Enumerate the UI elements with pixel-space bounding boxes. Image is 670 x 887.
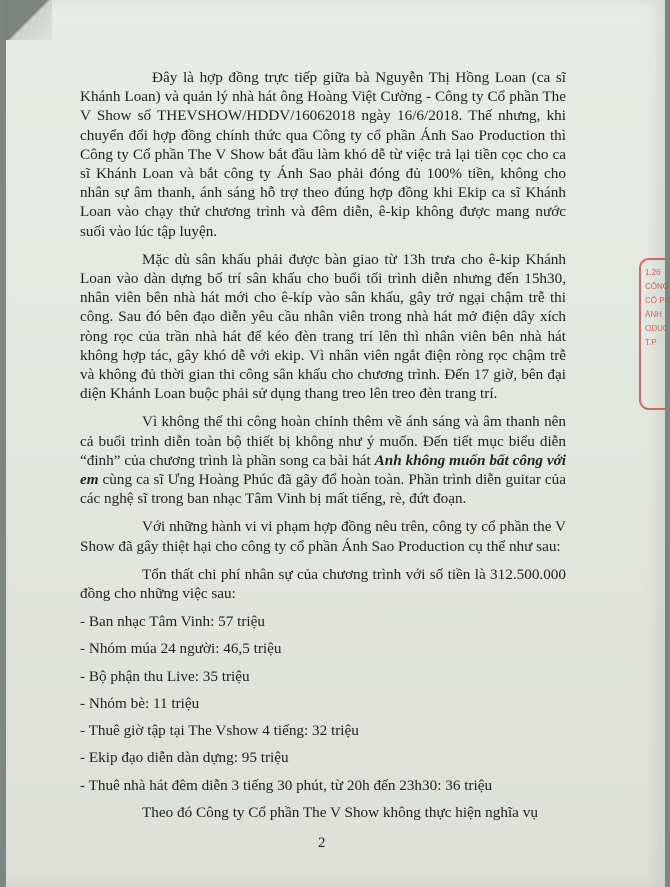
stamp-line: ODUC bbox=[645, 324, 669, 333]
stamp-line: ÁNH bbox=[645, 310, 662, 319]
paragraph-damages-intro: Với những hành vi vi phạm hợp đồng nêu trên, công ty cổ phần the V Show đã gây thiệt hại cho công ty cổ phần Ánh Sao Production cụ thể như sau: bbox=[80, 518, 566, 555]
paragraph-stage-delay: Mặc dù sân khấu phải được bàn giao từ 13h trưa cho ê-kip Khánh Loan vào dàn dựng bố trí sân khấu cho buổi tối trình diễn nhưng đến 15h30, nhân viên bên nhà hát mới cho ê-kíp vào sân khấu, gây trở ngại chậm trễ thi công. Sau đó bên đạo diễn yêu cầu nhân viên trong nhà hát mở điện dây xích ròng rọc của trần nhà hát để kéo đèn trang trí lên thì nhân viên bên nhà hát không hợp tác, gây khó dễ với ekip. Vì nhân viên ngắt điện ròng rọc chậm trễ và không đủ thời gian thi công sân khấu cho chương trình. Đến 17 giờ, bên đại diện Khánh Loan buộc phải sử dụng thang treo lên treo đèn trang trí. bbox=[80, 250, 566, 403]
cost-item: - Nhóm múa 24 người: 46,5 triệu bbox=[80, 640, 282, 658]
document-body bbox=[80, 68, 566, 831]
paragraph-closing: Theo đó Công ty Cổ phần The V Show không thực hiện nghĩa vụ bbox=[142, 803, 538, 821]
folded-corner bbox=[6, 0, 52, 40]
cost-item: - Nhóm bè: 11 triệu bbox=[80, 694, 200, 712]
paragraph-contract-intro: Đây là hợp đồng trực tiếp giữa bà Nguyễn Thị Hồng Loan (ca sĩ Khánh Loan) và quản lý nhà hát ông Hoàng Việt Cường - Công ty Cổ phần The V Show số THEVSHOW/HDDV/16062018 ngày 16/6/2018. Thế nhưng, khi chuyển đổi hợp đồng chính thức qua Công ty cổ phần Ánh Sao Production thì Công ty Cổ phần The V Show bắt đầu làm khó dễ từ việc trả lại tiền cọc cho ca sĩ Khánh Loan và bắt công ty Ánh Sao phải đóng đủ 100% tiền, không cho nhân sự âm thanh, ánh sáng hỗ trợ theo đúng hợp đồng khi Ekip ca sĩ Khánh Loan vào chạy thử chương trình và đêm diễn, ê-kip không được mang nước suối vào lúc tập luyện. bbox=[80, 69, 566, 240]
song-title: Anh không muốn bất công với em bbox=[80, 451, 566, 489]
cost-item: - Bộ phận thu Live: 35 triệu bbox=[80, 667, 250, 685]
stamp-line: CÔNG bbox=[645, 282, 669, 291]
red-seal-stamp bbox=[639, 258, 670, 410]
stamp-line: T.P bbox=[645, 338, 657, 347]
page-number: 2 bbox=[318, 835, 326, 851]
text-run: cùng ca sĩ Ưng Hoàng Phúc đã gãy đổ hoàn toàn. Phần trình diễn guitar của các nghệ sĩ trong ban nhạc Tâm Vinh bị mất tiếng, rè, đứt đoạn. bbox=[80, 471, 566, 508]
cost-item: - Ban nhạc Tâm Vinh: 57 triệu bbox=[80, 613, 265, 631]
cost-item: - Thuê giờ tập tại The Vshow 4 tiếng: 32 triệu bbox=[80, 722, 359, 740]
cost-list bbox=[80, 612, 566, 794]
stamp-line: 1.26 bbox=[645, 268, 661, 277]
cost-item: - Thuê nhà hát đêm diễn 3 tiếng 30 phút, từ 20h đến 23h30: 36 triệu bbox=[80, 776, 493, 794]
text-run: Vì không thể thi công hoàn chỉnh thêm về ánh sáng và âm thanh nên cả buổi trình diễn toàn bộ thiết bị không như ý muốn. Đến tiết mục biểu diễn “đinh” của chương trình là phần song ca bài hát bbox=[80, 413, 566, 469]
paragraph-total-cost: Tổn thất chi phí nhân sự của chương trình với số tiền là 312.500.000 đồng cho những việc sau: bbox=[80, 565, 566, 603]
document-page bbox=[6, 0, 670, 887]
stamp-line: CỔ PH bbox=[645, 296, 670, 305]
cost-item: - Ekip đạo diễn dàn dựng: 95 triệu bbox=[80, 749, 289, 767]
paragraph-performance-failure bbox=[80, 412, 566, 508]
